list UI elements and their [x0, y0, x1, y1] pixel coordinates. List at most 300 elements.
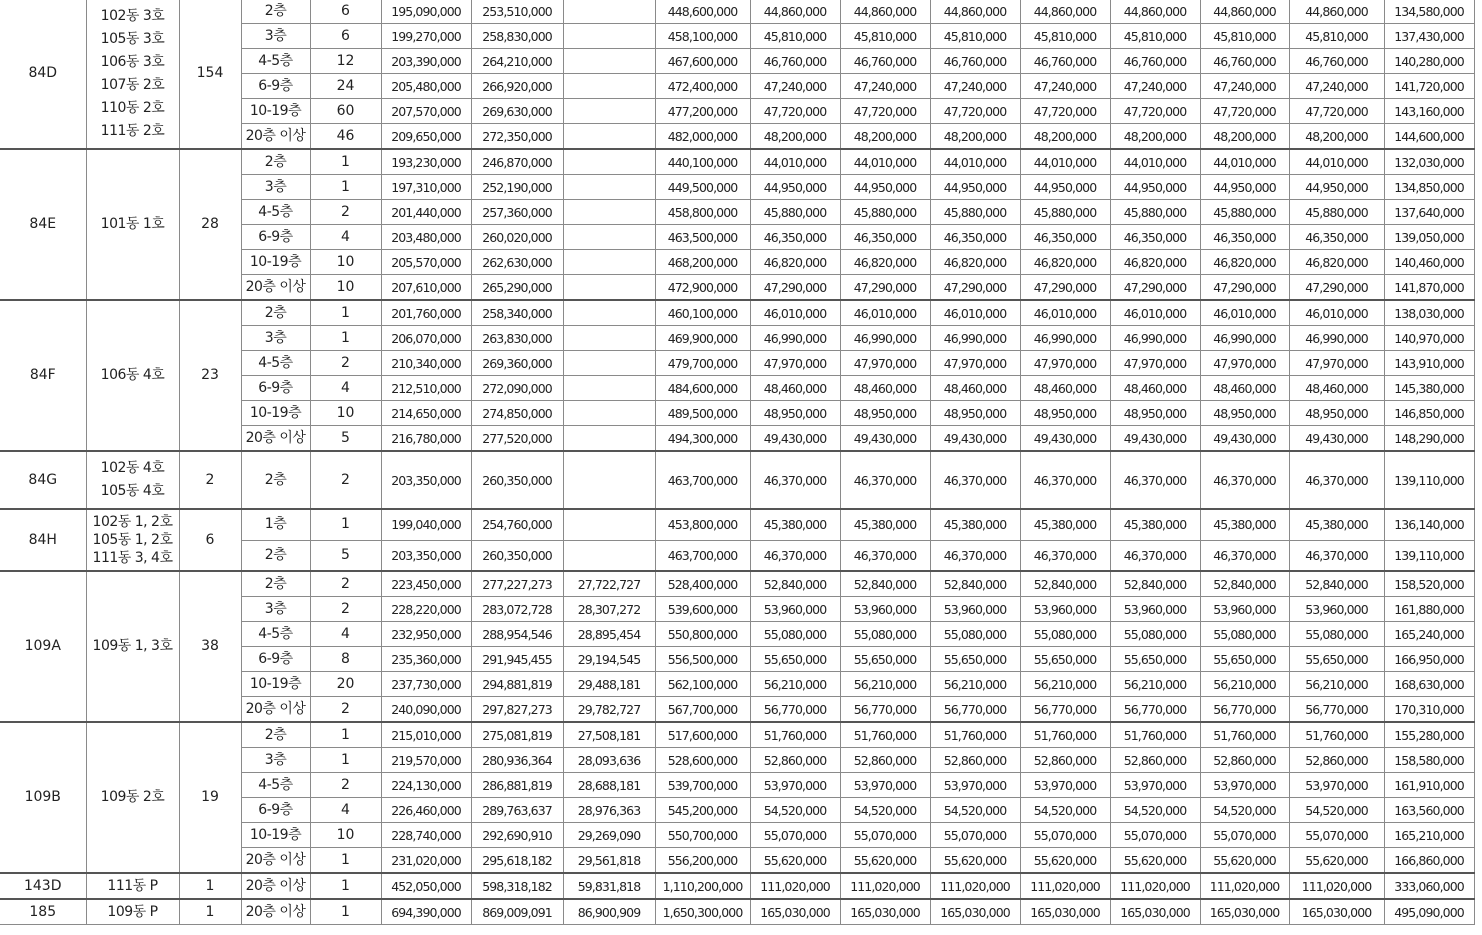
building-unit-label: 102동 4호: [100, 460, 165, 476]
balance-cell: 139,050,000: [1384, 225, 1474, 250]
unit-count-cell: 154: [179, 0, 241, 149]
households-cell: 60: [310, 99, 381, 124]
payment-5-cell: 54,520,000: [1110, 798, 1200, 823]
table-row: [0, 873, 1474, 899]
payment-1-cell: 45,880,000: [750, 200, 840, 225]
payment-3-cell: 54,520,000: [930, 798, 1020, 823]
land-price-cell: 201,440,000: [381, 200, 471, 225]
payment-4-cell: 46,350,000: [1020, 225, 1110, 250]
payment-7-cell: 51,760,000: [1289, 722, 1384, 748]
payment-6-cell: 47,720,000: [1200, 99, 1289, 124]
balance-cell: 137,640,000: [1384, 200, 1474, 225]
households-cell: 46: [310, 124, 381, 150]
type-cell: 84D: [0, 0, 86, 149]
total-price-cell: 556,500,000: [655, 647, 750, 672]
building-price-cell: 275,081,819: [471, 722, 563, 748]
building-unit-cell: [86, 899, 179, 925]
payment-1-cell: 48,460,000: [750, 376, 840, 401]
payment-3-cell: 46,760,000: [930, 49, 1020, 74]
balance-cell: 163,560,000: [1384, 798, 1474, 823]
land-price-cell: 197,310,000: [381, 175, 471, 200]
payment-7-cell: 47,290,000: [1289, 275, 1384, 301]
floor-cell: 1층: [241, 509, 310, 540]
balance-cell: 134,850,000: [1384, 175, 1474, 200]
payment-1-cell: 55,080,000: [750, 622, 840, 647]
floor-cell: 20층 이상: [241, 697, 310, 723]
building-unit-label: 109동 P: [107, 903, 158, 920]
payment-6-cell: 48,460,000: [1200, 376, 1289, 401]
balance-cell: 141,720,000: [1384, 74, 1474, 99]
payment-6-cell: 56,210,000: [1200, 672, 1289, 697]
total-price-cell: 517,600,000: [655, 722, 750, 748]
households-cell: 2: [310, 571, 381, 597]
building-unit-cell: [86, 722, 179, 873]
payment-5-cell: 165,030,000: [1110, 899, 1200, 925]
payment-1-cell: 54,520,000: [750, 798, 840, 823]
households-cell: 8: [310, 647, 381, 672]
floor-cell: 2층: [241, 451, 310, 509]
payment-5-cell: 46,010,000: [1110, 300, 1200, 326]
total-price-cell: 472,400,000: [655, 74, 750, 99]
payment-3-cell: 49,430,000: [930, 426, 1020, 452]
total-price-cell: 463,500,000: [655, 225, 750, 250]
payment-5-cell: 45,810,000: [1110, 24, 1200, 49]
payment-6-cell: 55,620,000: [1200, 848, 1289, 874]
payment-2-cell: 45,880,000: [840, 200, 930, 225]
payment-6-cell: 52,860,000: [1200, 748, 1289, 773]
payment-5-cell: 56,770,000: [1110, 697, 1200, 723]
payment-2-cell: 165,030,000: [840, 899, 930, 925]
payment-1-cell: 111,020,000: [750, 873, 840, 899]
payment-3-cell: 45,880,000: [930, 200, 1020, 225]
payment-2-cell: 44,010,000: [840, 149, 930, 175]
households-cell: 1: [310, 899, 381, 925]
table-row: [0, 451, 1474, 509]
payment-2-cell: 46,370,000: [840, 451, 930, 509]
vat-cell: [563, 275, 655, 301]
households-cell: 1: [310, 326, 381, 351]
payment-1-cell: 45,810,000: [750, 24, 840, 49]
building-price-cell: 598,318,182: [471, 873, 563, 899]
payment-1-cell: 44,010,000: [750, 149, 840, 175]
payment-3-cell: 51,760,000: [930, 722, 1020, 748]
payment-3-cell: 52,860,000: [930, 748, 1020, 773]
land-price-cell: 226,460,000: [381, 798, 471, 823]
payment-3-cell: 55,620,000: [930, 848, 1020, 874]
payment-7-cell: 45,380,000: [1289, 509, 1384, 540]
households-cell: 1: [310, 300, 381, 326]
building-unit-cell: [86, 509, 179, 571]
payment-1-cell: 45,380,000: [750, 509, 840, 540]
type-cell: 84G: [0, 451, 86, 509]
total-price-cell: 1,110,200,000: [655, 873, 750, 899]
payment-5-cell: 111,020,000: [1110, 873, 1200, 899]
floor-cell: 10-19층: [241, 99, 310, 124]
land-price-cell: 240,090,000: [381, 697, 471, 723]
land-price-cell: 235,360,000: [381, 647, 471, 672]
building-unit-label: 109동 1, 3호: [92, 638, 173, 654]
payment-5-cell: 53,960,000: [1110, 597, 1200, 622]
payment-4-cell: 49,430,000: [1020, 426, 1110, 452]
payment-5-cell: 55,650,000: [1110, 647, 1200, 672]
payment-2-cell: 46,350,000: [840, 225, 930, 250]
payment-2-cell: 55,620,000: [840, 848, 930, 874]
building-unit-label: 105동 3호: [100, 30, 165, 47]
building-price-cell: 263,830,000: [471, 326, 563, 351]
table-row: [0, 509, 1474, 540]
payment-3-cell: 48,200,000: [930, 124, 1020, 150]
payment-5-cell: 55,070,000: [1110, 823, 1200, 848]
households-cell: 2: [310, 697, 381, 723]
payment-4-cell: 54,520,000: [1020, 798, 1110, 823]
payment-1-cell: 56,770,000: [750, 697, 840, 723]
payment-4-cell: 55,620,000: [1020, 848, 1110, 874]
payment-6-cell: 47,970,000: [1200, 351, 1289, 376]
payment-4-cell: 46,760,000: [1020, 49, 1110, 74]
payment-1-cell: 53,960,000: [750, 597, 840, 622]
balance-cell: 165,210,000: [1384, 823, 1474, 848]
payment-2-cell: 48,950,000: [840, 401, 930, 426]
payment-4-cell: 48,200,000: [1020, 124, 1110, 150]
building-unit-label: 111동 3, 4호: [92, 550, 173, 566]
payment-7-cell: 46,820,000: [1289, 250, 1384, 275]
floor-cell: 3층: [241, 24, 310, 49]
payment-4-cell: 53,960,000: [1020, 597, 1110, 622]
land-price-cell: 224,130,000: [381, 773, 471, 798]
total-price-cell: 567,700,000: [655, 697, 750, 723]
payment-5-cell: 44,860,000: [1110, 0, 1200, 24]
payment-6-cell: 45,380,000: [1200, 509, 1289, 540]
land-price-cell: 694,390,000: [381, 899, 471, 925]
payment-2-cell: 47,720,000: [840, 99, 930, 124]
payment-7-cell: 111,020,000: [1289, 873, 1384, 899]
building-price-cell: 252,190,000: [471, 175, 563, 200]
payment-7-cell: 55,080,000: [1289, 622, 1384, 647]
payment-3-cell: 47,970,000: [930, 351, 1020, 376]
payment-2-cell: 44,860,000: [840, 0, 930, 24]
total-price-cell: 484,600,000: [655, 376, 750, 401]
payment-1-cell: 47,240,000: [750, 74, 840, 99]
land-price-cell: 209,650,000: [381, 124, 471, 150]
building-price-cell: 289,763,637: [471, 798, 563, 823]
building-price-cell: 246,870,000: [471, 149, 563, 175]
vat-cell: 29,561,818: [563, 848, 655, 874]
payment-7-cell: 53,970,000: [1289, 773, 1384, 798]
land-price-cell: 232,950,000: [381, 622, 471, 647]
payment-4-cell: 46,010,000: [1020, 300, 1110, 326]
payment-1-cell: 55,650,000: [750, 647, 840, 672]
payment-1-cell: 46,760,000: [750, 49, 840, 74]
balance-cell: 166,860,000: [1384, 848, 1474, 874]
building-unit-label: 107동 2호: [100, 76, 165, 93]
payment-5-cell: 47,290,000: [1110, 275, 1200, 301]
payment-6-cell: 46,350,000: [1200, 225, 1289, 250]
table-row: [0, 300, 1474, 326]
payment-6-cell: 46,370,000: [1200, 451, 1289, 509]
land-price-cell: 193,230,000: [381, 149, 471, 175]
payment-3-cell: 46,350,000: [930, 225, 1020, 250]
balance-cell: 146,850,000: [1384, 401, 1474, 426]
payment-5-cell: 46,370,000: [1110, 540, 1200, 571]
vat-cell: [563, 225, 655, 250]
payment-2-cell: 46,990,000: [840, 326, 930, 351]
payment-3-cell: 47,240,000: [930, 74, 1020, 99]
land-price-cell: 205,480,000: [381, 74, 471, 99]
households-cell: 2: [310, 773, 381, 798]
land-price-cell: 228,220,000: [381, 597, 471, 622]
unit-count-cell: 38: [179, 571, 241, 722]
floor-cell: 4-5층: [241, 200, 310, 225]
land-price-cell: 231,020,000: [381, 848, 471, 874]
vat-cell: [563, 250, 655, 275]
land-price-cell: 452,050,000: [381, 873, 471, 899]
total-price-cell: 494,300,000: [655, 426, 750, 452]
floor-cell: 6-9층: [241, 647, 310, 672]
payment-2-cell: 56,210,000: [840, 672, 930, 697]
payment-6-cell: 46,990,000: [1200, 326, 1289, 351]
payment-7-cell: 46,010,000: [1289, 300, 1384, 326]
floor-cell: 10-19층: [241, 401, 310, 426]
payment-7-cell: 44,010,000: [1289, 149, 1384, 175]
payment-2-cell: 44,950,000: [840, 175, 930, 200]
payment-4-cell: 165,030,000: [1020, 899, 1110, 925]
table-row: [0, 899, 1474, 925]
balance-cell: 143,910,000: [1384, 351, 1474, 376]
building-price-cell: 260,020,000: [471, 225, 563, 250]
payment-4-cell: 53,970,000: [1020, 773, 1110, 798]
payment-7-cell: 52,860,000: [1289, 748, 1384, 773]
payment-1-cell: 55,070,000: [750, 823, 840, 848]
payment-1-cell: 48,200,000: [750, 124, 840, 150]
balance-cell: 161,910,000: [1384, 773, 1474, 798]
building-price-cell: 277,520,000: [471, 426, 563, 452]
floor-cell: 2층: [241, 300, 310, 326]
land-price-cell: 203,480,000: [381, 225, 471, 250]
payment-6-cell: 48,200,000: [1200, 124, 1289, 150]
balance-cell: 141,870,000: [1384, 275, 1474, 301]
payment-4-cell: 44,860,000: [1020, 0, 1110, 24]
vat-cell: 29,488,181: [563, 672, 655, 697]
building-price-cell: 280,936,364: [471, 748, 563, 773]
vat-cell: [563, 540, 655, 571]
type-cell: 143D: [0, 873, 86, 899]
payment-1-cell: 47,720,000: [750, 99, 840, 124]
vat-cell: [563, 426, 655, 452]
building-price-cell: 266,920,000: [471, 74, 563, 99]
payment-6-cell: 46,370,000: [1200, 540, 1289, 571]
households-cell: 4: [310, 376, 381, 401]
building-price-cell: 272,090,000: [471, 376, 563, 401]
building-price-cell: 260,350,000: [471, 451, 563, 509]
payment-1-cell: 46,370,000: [750, 451, 840, 509]
payment-6-cell: 47,290,000: [1200, 275, 1289, 301]
payment-2-cell: 111,020,000: [840, 873, 930, 899]
vat-cell: [563, 509, 655, 540]
floor-cell: 3층: [241, 175, 310, 200]
floor-cell: 20층 이상: [241, 873, 310, 899]
payment-1-cell: 49,430,000: [750, 426, 840, 452]
vat-cell: 59,831,818: [563, 873, 655, 899]
payment-3-cell: 46,370,000: [930, 540, 1020, 571]
balance-cell: 143,160,000: [1384, 99, 1474, 124]
building-unit-label: 105동 4호: [100, 483, 165, 499]
payment-3-cell: 45,810,000: [930, 24, 1020, 49]
payment-4-cell: 45,810,000: [1020, 24, 1110, 49]
payment-6-cell: 53,970,000: [1200, 773, 1289, 798]
unit-count-cell: 1: [179, 899, 241, 925]
payment-1-cell: 56,210,000: [750, 672, 840, 697]
land-price-cell: 219,570,000: [381, 748, 471, 773]
payment-4-cell: 111,020,000: [1020, 873, 1110, 899]
payment-1-cell: 46,990,000: [750, 326, 840, 351]
payment-2-cell: 47,240,000: [840, 74, 930, 99]
building-price-cell: 869,009,091: [471, 899, 563, 925]
building-price-cell: 277,227,273: [471, 571, 563, 597]
balance-cell: 158,580,000: [1384, 748, 1474, 773]
payment-6-cell: 46,010,000: [1200, 300, 1289, 326]
payment-1-cell: 51,760,000: [750, 722, 840, 748]
total-price-cell: 562,100,000: [655, 672, 750, 697]
payment-6-cell: 46,760,000: [1200, 49, 1289, 74]
payment-3-cell: 45,380,000: [930, 509, 1020, 540]
households-cell: 2: [310, 200, 381, 225]
households-cell: 1: [310, 848, 381, 874]
payment-2-cell: 47,290,000: [840, 275, 930, 301]
payment-3-cell: 47,720,000: [930, 99, 1020, 124]
payment-6-cell: 45,810,000: [1200, 24, 1289, 49]
payment-4-cell: 45,380,000: [1020, 509, 1110, 540]
payment-3-cell: 53,970,000: [930, 773, 1020, 798]
building-price-cell: 286,881,819: [471, 773, 563, 798]
building-price-cell: 254,760,000: [471, 509, 563, 540]
households-cell: 24: [310, 74, 381, 99]
land-price-cell: 237,730,000: [381, 672, 471, 697]
payment-2-cell: 46,010,000: [840, 300, 930, 326]
building-unit-label: 106동 4호: [100, 367, 165, 383]
payment-3-cell: 165,030,000: [930, 899, 1020, 925]
total-price-cell: 449,500,000: [655, 175, 750, 200]
building-price-cell: 253,510,000: [471, 0, 563, 24]
payment-6-cell: 55,080,000: [1200, 622, 1289, 647]
balance-cell: 148,290,000: [1384, 426, 1474, 452]
payment-1-cell: 44,860,000: [750, 0, 840, 24]
balance-cell: 168,630,000: [1384, 672, 1474, 697]
type-cell: 84E: [0, 149, 86, 300]
floor-cell: 2층: [241, 571, 310, 597]
building-unit-cell: [86, 571, 179, 722]
floor-cell: 20층 이상: [241, 275, 310, 301]
payment-7-cell: 55,650,000: [1289, 647, 1384, 672]
building-unit-label: 110동 2호: [100, 99, 165, 116]
land-price-cell: 205,570,000: [381, 250, 471, 275]
payment-5-cell: 47,240,000: [1110, 74, 1200, 99]
floor-cell: 10-19층: [241, 672, 310, 697]
payment-2-cell: 45,810,000: [840, 24, 930, 49]
building-price-cell: 269,630,000: [471, 99, 563, 124]
vat-cell: [563, 74, 655, 99]
floor-cell: 20층 이상: [241, 848, 310, 874]
land-price-cell: 216,780,000: [381, 426, 471, 452]
balance-cell: 166,950,000: [1384, 647, 1474, 672]
payment-7-cell: 45,810,000: [1289, 24, 1384, 49]
payment-2-cell: 46,820,000: [840, 250, 930, 275]
payment-7-cell: 47,970,000: [1289, 351, 1384, 376]
building-price-cell: 288,954,546: [471, 622, 563, 647]
payment-5-cell: 48,950,000: [1110, 401, 1200, 426]
land-price-cell: 195,090,000: [381, 0, 471, 24]
total-price-cell: 479,700,000: [655, 351, 750, 376]
payment-5-cell: 48,460,000: [1110, 376, 1200, 401]
building-unit-label: 101동 1호: [100, 216, 165, 232]
payment-4-cell: 47,290,000: [1020, 275, 1110, 301]
land-price-cell: 206,070,000: [381, 326, 471, 351]
land-price-cell: 199,040,000: [381, 509, 471, 540]
households-cell: 4: [310, 225, 381, 250]
vat-cell: [563, 149, 655, 175]
total-price-cell: 489,500,000: [655, 401, 750, 426]
payment-3-cell: 55,080,000: [930, 622, 1020, 647]
payment-2-cell: 51,760,000: [840, 722, 930, 748]
payment-2-cell: 52,860,000: [840, 748, 930, 773]
floor-cell: 20층 이상: [241, 426, 310, 452]
balance-cell: 161,880,000: [1384, 597, 1474, 622]
payment-7-cell: 44,860,000: [1289, 0, 1384, 24]
floor-cell: 20층 이상: [241, 124, 310, 150]
payment-2-cell: 54,520,000: [840, 798, 930, 823]
floor-cell: 3층: [241, 597, 310, 622]
payment-4-cell: 48,950,000: [1020, 401, 1110, 426]
payment-2-cell: 53,970,000: [840, 773, 930, 798]
building-price-cell: 258,340,000: [471, 300, 563, 326]
type-cell: 109B: [0, 722, 86, 873]
payment-4-cell: 47,240,000: [1020, 74, 1110, 99]
households-cell: 5: [310, 540, 381, 571]
type-cell: 84H: [0, 509, 86, 571]
households-cell: 1: [310, 722, 381, 748]
households-cell: 10: [310, 250, 381, 275]
payment-3-cell: 55,650,000: [930, 647, 1020, 672]
vat-cell: [563, 99, 655, 124]
payment-6-cell: 165,030,000: [1200, 899, 1289, 925]
type-cell: 109A: [0, 571, 86, 722]
balance-cell: 140,280,000: [1384, 49, 1474, 74]
total-price-cell: 539,600,000: [655, 597, 750, 622]
payment-6-cell: 111,020,000: [1200, 873, 1289, 899]
payment-6-cell: 51,760,000: [1200, 722, 1289, 748]
payment-6-cell: 48,950,000: [1200, 401, 1289, 426]
payment-7-cell: 52,840,000: [1289, 571, 1384, 597]
households-cell: 10: [310, 401, 381, 426]
payment-7-cell: 48,200,000: [1289, 124, 1384, 150]
payment-6-cell: 56,770,000: [1200, 697, 1289, 723]
building-unit-label: 102동 3호: [100, 7, 165, 24]
payment-5-cell: 44,950,000: [1110, 175, 1200, 200]
balance-cell: 140,970,000: [1384, 326, 1474, 351]
building-unit-label: 111동 P: [107, 877, 158, 894]
payment-6-cell: 47,240,000: [1200, 74, 1289, 99]
payment-4-cell: 55,080,000: [1020, 622, 1110, 647]
payment-4-cell: 55,650,000: [1020, 647, 1110, 672]
payment-4-cell: 56,210,000: [1020, 672, 1110, 697]
payment-2-cell: 49,430,000: [840, 426, 930, 452]
building-price-cell: 272,350,000: [471, 124, 563, 150]
payment-5-cell: 49,430,000: [1110, 426, 1200, 452]
households-cell: 12: [310, 49, 381, 74]
households-cell: 2: [310, 597, 381, 622]
households-cell: 1: [310, 149, 381, 175]
vat-cell: 28,093,636: [563, 748, 655, 773]
table-row: [0, 571, 1474, 597]
